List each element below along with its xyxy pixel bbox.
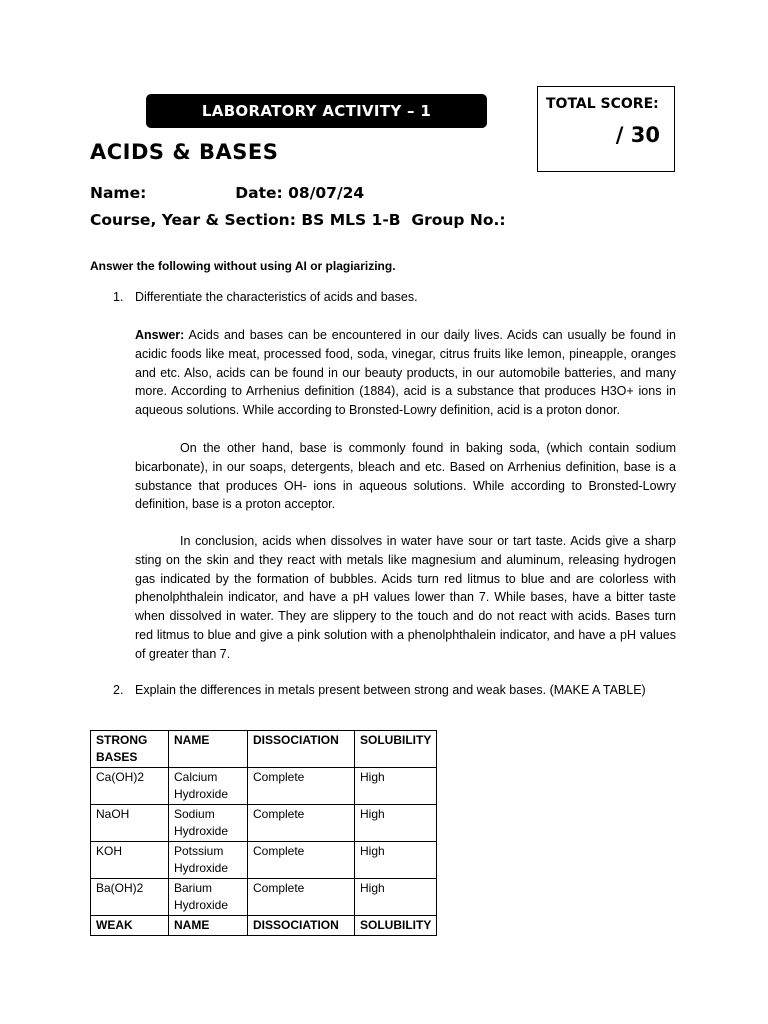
table-cell: Barium Hydroxide bbox=[169, 879, 248, 916]
table-cell: Ba(OH)2 bbox=[91, 879, 169, 916]
answer-paragraph-2: On the other hand, base is commonly found in baking soda, (which contain sodium bicarbonate), in our soaps, detergents, bleach and etc. Based on Arrhenius definition, base is a substance that produces OH- ions in aqueous solutions. While according to Bronsted-Lowry definition, base is a proton acceptor. bbox=[135, 441, 676, 512]
table-header-cell: NAME bbox=[169, 731, 248, 768]
table-header-cell: DISSOCIATION bbox=[248, 916, 355, 936]
answer-paragraph-1 bbox=[135, 326, 676, 420]
table-row bbox=[91, 879, 437, 916]
question-text: Differentiate the characteristics of acids and bases. bbox=[135, 290, 418, 304]
table-header-cell: WEAK bbox=[91, 916, 169, 936]
table-row bbox=[91, 768, 437, 805]
table-cell: KOH bbox=[91, 842, 169, 879]
table-row bbox=[91, 842, 437, 879]
question-1 bbox=[113, 290, 418, 304]
table-row bbox=[91, 805, 437, 842]
question-2 bbox=[113, 683, 646, 697]
table-cell: Complete bbox=[248, 842, 355, 879]
name-label: Name: bbox=[90, 184, 147, 202]
question-text: Explain the differences in metals present between strong and weak bases. (MAKE A TABLE) bbox=[135, 683, 646, 697]
table-cell: High bbox=[355, 768, 437, 805]
table-cell: High bbox=[355, 879, 437, 916]
table-cell: High bbox=[355, 805, 437, 842]
answer-label: Answer: bbox=[135, 328, 185, 342]
activity-banner: LABORATORY ACTIVITY – 1 bbox=[146, 94, 487, 128]
table-weak-header-row bbox=[91, 916, 437, 936]
total-score-label: TOTAL SCORE: bbox=[546, 96, 659, 112]
table-cell: Potssium Hydroxide bbox=[169, 842, 248, 879]
table-cell: Complete bbox=[248, 768, 355, 805]
table-cell: Ca(OH)2 bbox=[91, 768, 169, 805]
table-header-cell: SOLUBILITY bbox=[355, 916, 437, 936]
question-number: 1. bbox=[113, 290, 124, 304]
date-label: Date: 08/07/24 bbox=[235, 184, 365, 202]
answer-paragraph-3: In conclusion, acids when dissolves in water have sour or tart taste. Acids give a sharp sting on the skin and they react with metals like magnesium and aluminum, releasing hydrogen gas indicated by the formation of bubbles. Acids turn red litmus to blue and are colorless with phenolphthalein indicator, and have a pH values lower than 7. While bases, have a bitter taste when dissolved in water. They are slippery to the touch and do not react with acids. Bases turn red litmus to blue and give a pink solution with a phenolphthalein indicator, and have a pH values of greater than 7. bbox=[135, 534, 676, 661]
table-cell: Sodium Hydroxide bbox=[169, 805, 248, 842]
table-cell: High bbox=[355, 842, 437, 879]
total-score-box bbox=[537, 86, 675, 172]
table-header-cell: NAME bbox=[169, 916, 248, 936]
table-header-cell: DISSOCIATION bbox=[248, 731, 355, 768]
name-date-line bbox=[90, 184, 364, 202]
table-cell: Calcium Hydroxide bbox=[169, 768, 248, 805]
course-line: Course, Year & Section: BS MLS 1-B Group No.: bbox=[90, 211, 506, 229]
bases-table bbox=[90, 730, 437, 936]
instruction-text: Answer the following without using AI or plagiarizing. bbox=[90, 259, 396, 273]
table-cell: NaOH bbox=[91, 805, 169, 842]
total-score-value: / 30 bbox=[615, 123, 660, 147]
question-number: 2. bbox=[113, 683, 124, 697]
page-title: ACIDS & BASES bbox=[90, 140, 279, 164]
table-header-cell: STRONG BASES bbox=[91, 731, 169, 768]
table-header-cell: SOLUBILITY bbox=[355, 731, 437, 768]
table-cell: Complete bbox=[248, 805, 355, 842]
table-cell: Complete bbox=[248, 879, 355, 916]
table-header-row bbox=[91, 731, 437, 768]
answer-text-1: Acids and bases can be encountered in our daily lives. Acids can usually be found in acidic foods like meat, processed food, soda, vinegar, citrus fruits like lemon, pineapple, oranges and etc. Also, acids can be found in our beauty products, in our automobile batteries, and many more. According to Arrhenius definition (1884), acid is a substance that produces H3O+ ions in aqueous solutions. While according to Bronsted-Lowry definition, acid is a proton donor. bbox=[135, 328, 676, 418]
